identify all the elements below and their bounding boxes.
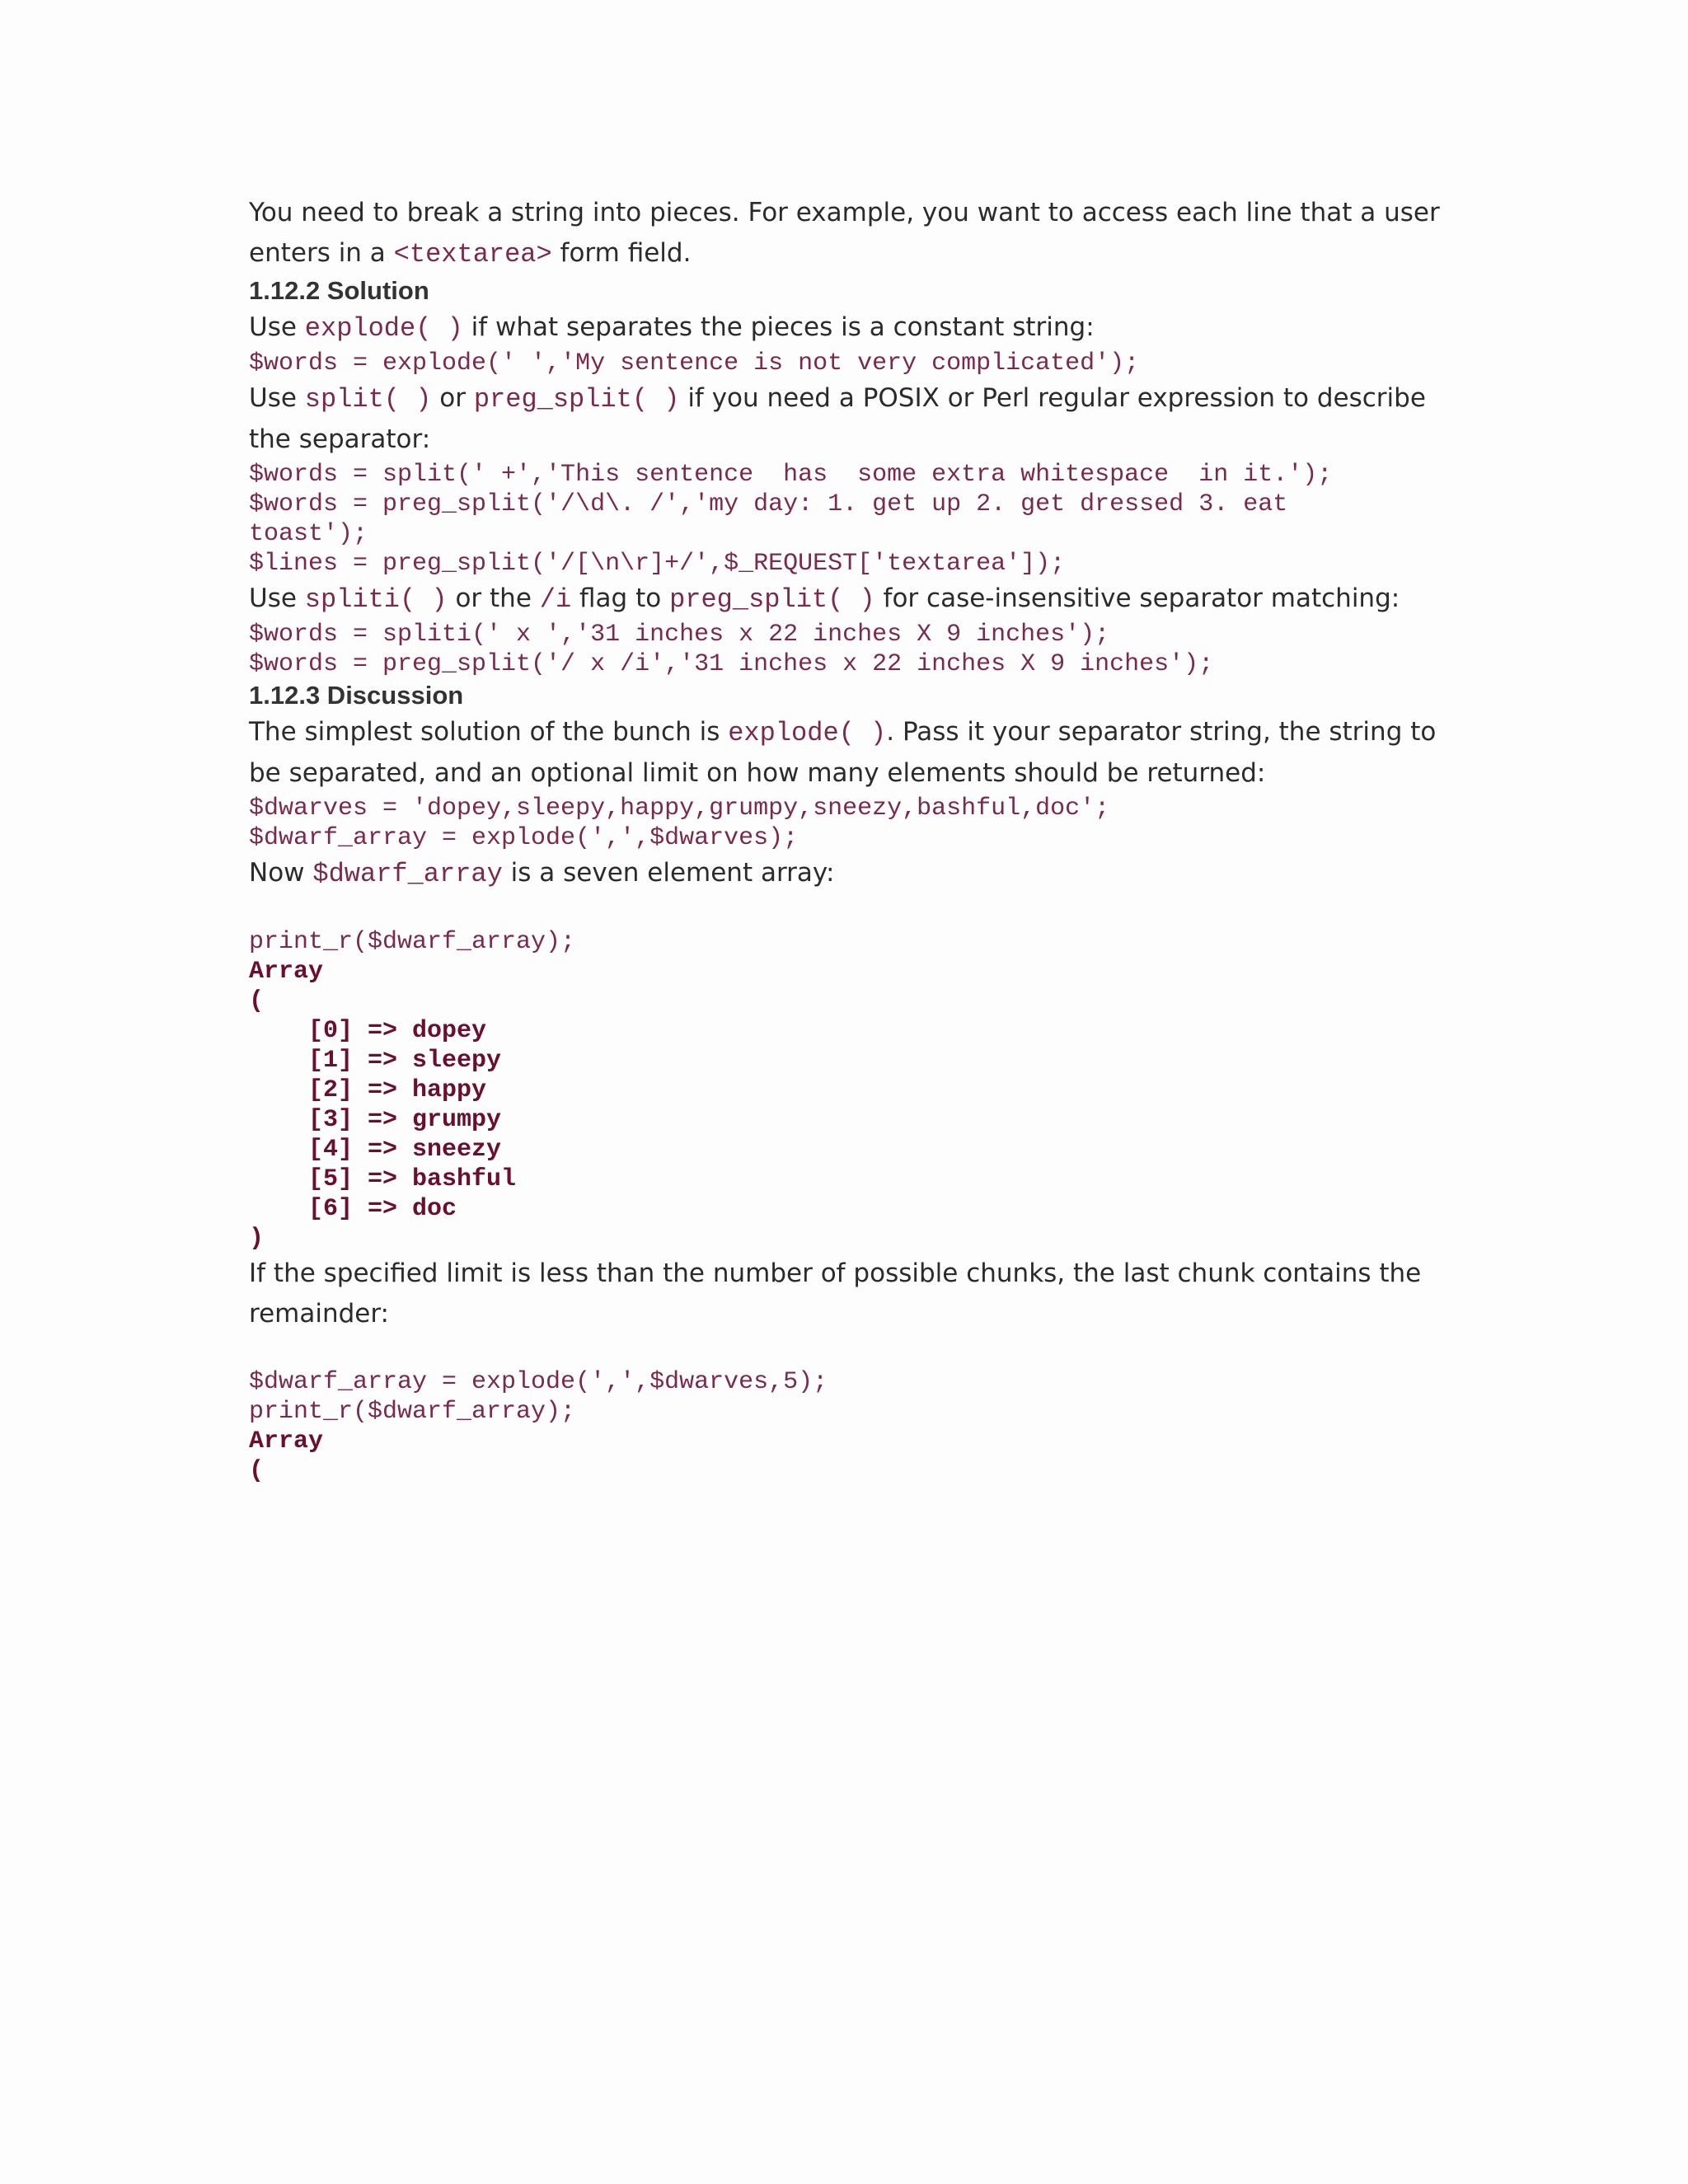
code-block-limit: [249, 1367, 1452, 1486]
output-line: ): [249, 1225, 265, 1253]
solution-p1-text-2: if what separates the pieces is a constant string:: [462, 312, 1095, 342]
discussion-paragraph-2: [249, 853, 1452, 894]
explode-code: explode( ): [304, 313, 463, 344]
output-line: Array: [249, 1427, 324, 1455]
solution-p3-text-2: or the: [447, 583, 540, 613]
code-line: print_r($dwarf_array);: [249, 1398, 576, 1426]
spliti-code: spliti( ): [304, 584, 448, 615]
output-line: (: [249, 1457, 265, 1485]
textarea-code: <textarea>: [393, 239, 552, 269]
discussion-p2-text-2: is a seven element array:: [502, 858, 835, 888]
code-line: toast');: [249, 520, 368, 548]
intro-text-2: form field.: [551, 238, 692, 268]
code-line: $dwarf_array = explode(',',$dwarves,5);: [249, 1368, 828, 1396]
output-line: (: [249, 987, 265, 1015]
code-line: $dwarf_array = explode(',',$dwarves);: [249, 824, 799, 852]
explode-code: explode( ): [728, 718, 887, 748]
solution-paragraph-2: [249, 378, 1452, 460]
output-line: [6] => doc: [249, 1195, 457, 1223]
output-line: [5] => bashful: [249, 1165, 517, 1193]
code-line: $words = preg_split('/\d\. /','my day: 1. get up 2. get dressed 3. eat: [249, 490, 1288, 518]
discussion-p3-text-1: If the specified limit is less than the number of possible chunks, the last chunk contains the remainder:: [249, 1258, 1422, 1329]
code-line: $words = explode(' ','My sentence is not very complicated');: [249, 349, 1140, 377]
output-line: [2] => happy: [249, 1076, 487, 1104]
solution-p3-text-1: Use: [249, 583, 305, 613]
code-output: [249, 957, 1452, 1254]
code-line: $lines = preg_split('/[\n\r]+/',$_REQUEST['textarea']);: [249, 550, 1066, 578]
solution-p2-text-2: or: [431, 383, 474, 413]
code-block-split: [249, 460, 1452, 579]
solution-p3-text-3: flag to: [571, 583, 670, 613]
output-line: [3] => grumpy: [249, 1106, 502, 1134]
code-block-explode: [249, 349, 1452, 378]
solution-p2-text-1: Use: [249, 383, 305, 413]
solution-heading: 1.12.2 Solution: [249, 276, 429, 305]
code-output: [249, 1427, 1452, 1486]
discussion-p1-text-2: . Pass it your separator string, the string to be separated, and an optional limit on how many elements should be returned:: [249, 717, 1437, 788]
split-code: split( ): [304, 384, 432, 415]
code-input: [249, 1367, 1452, 1427]
code-block-dwarves: [249, 794, 1452, 853]
code-line: $dwarves = 'dopey,sleepy,happy,grumpy,sneezy,bashful,doc';: [249, 794, 1110, 823]
preg-split-code: preg_split( ): [473, 384, 680, 415]
i-flag-code: /i: [539, 584, 572, 615]
preg-split-code: preg_split( ): [669, 584, 875, 615]
solution-p2-text-3: if you need a POSIX or Perl regular expression to describe the separator:: [249, 383, 1426, 454]
solution-paragraph-3: [249, 579, 1452, 620]
discussion-p2-text-1: Now: [249, 858, 313, 888]
output-line: [0] => dopey: [249, 1017, 487, 1045]
solution-p3-text-4: for case-insensitive separator matching:: [874, 583, 1400, 613]
solution-p1-text-1: Use: [249, 312, 305, 342]
code-line: print_r($dwarf_array);: [249, 928, 576, 956]
code-line: $words = preg_split('/ x /i','31 inches x 22 inches X 9 inches');: [249, 650, 1214, 678]
discussion-p1-text-1: The simplest solution of the bunch is: [249, 717, 729, 747]
discussion-paragraph-1: [249, 712, 1452, 794]
dwarf-array-code: $dwarf_array: [312, 859, 503, 889]
discussion-heading: 1.12.3 Discussion: [249, 681, 464, 710]
code-block-spliti: [249, 620, 1452, 679]
code-line: $words = spliti(' x ','31 inches x 22 inches X 9 inches');: [249, 621, 1110, 649]
solution-paragraph-1: [249, 307, 1452, 349]
code-input: [249, 927, 1452, 957]
code-block-print-r: [249, 927, 1452, 1254]
output-line: [1] => sleepy: [249, 1047, 502, 1075]
output-line: [4] => sneezy: [249, 1136, 502, 1164]
code-line: $words = split(' +','This sentence has some extra whitespace in it.');: [249, 461, 1333, 489]
intro-paragraph: [249, 193, 1452, 274]
output-line: Array: [249, 958, 324, 986]
document-page: [249, 193, 1452, 1486]
intro-text-1: You need to break a string into pieces. For example, you want to access each line that a user enters in a: [249, 198, 1440, 268]
discussion-paragraph-3: [249, 1254, 1452, 1334]
